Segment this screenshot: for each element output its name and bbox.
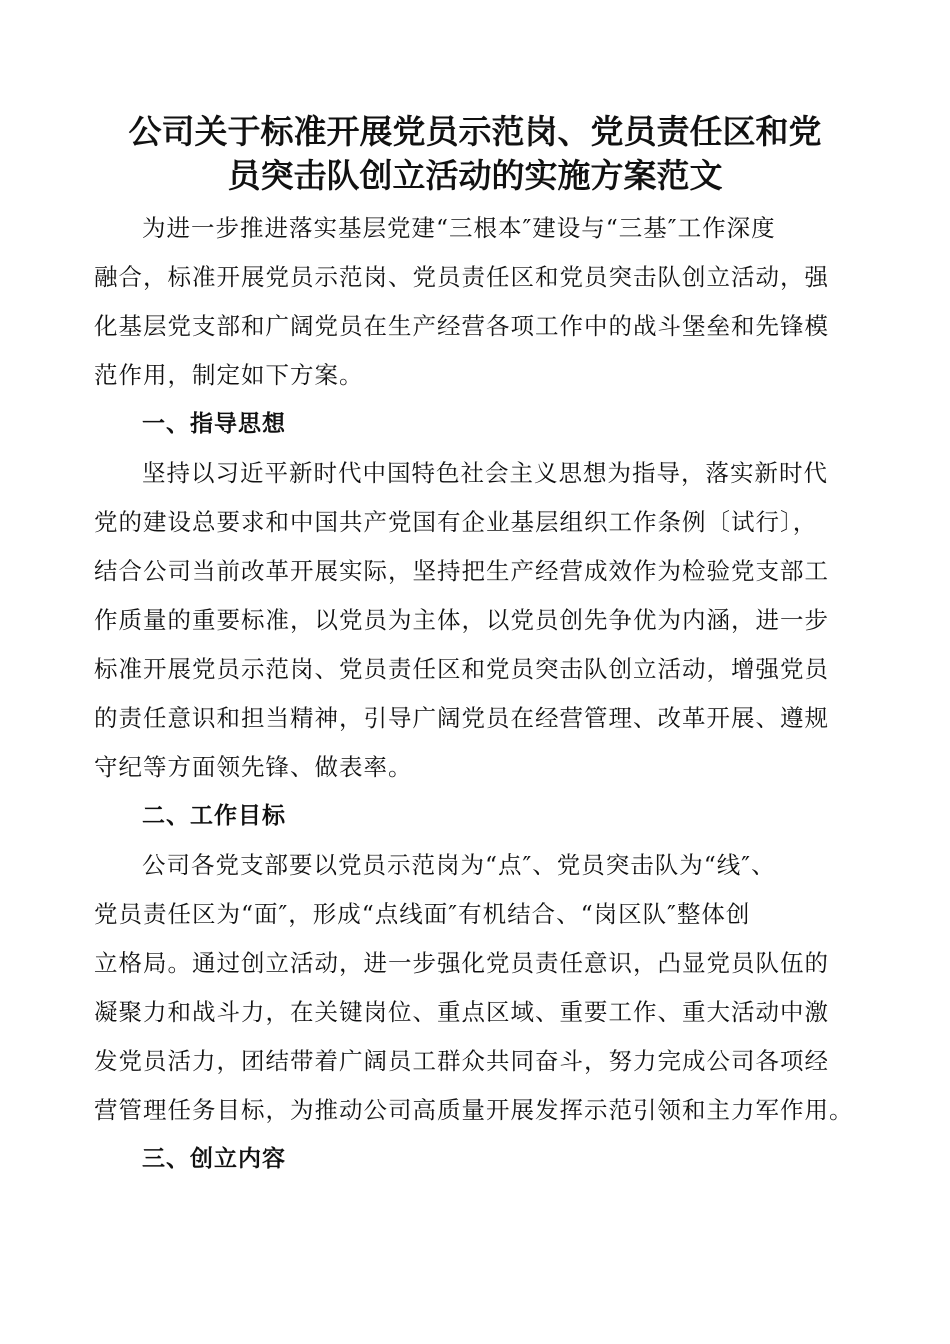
text-line: 为进一步推进落实基层党建“三根本″建设与“三基″工作深度	[142, 214, 776, 242]
document-body	[94, 204, 860, 1184]
text-line: 守纪等方面领先锋、做表率。	[94, 753, 413, 781]
section-heading-work-goals: 二、工作目标	[142, 803, 286, 829]
section-paragraph-guiding-ideology	[94, 449, 860, 792]
text-line: 公司各党支部要以党员示范岗为“点″、党员突击队为“线″、	[142, 851, 776, 879]
intro-paragraph	[94, 204, 860, 400]
document-title	[60, 110, 890, 198]
text-line: 凝聚力和战斗力，在关键岗位、重点区域、重要工作、重大活动中激	[94, 998, 829, 1026]
title-line: 公司关于标准开展党员示范岗、党员责任区和党	[128, 112, 822, 151]
text-line: 营管理任务目标，为推动公司高质量开展发挥示范引领和主力军作用。	[94, 1096, 854, 1124]
text-line: 发党员活力，团结带着广阔员工群众共同奋斗，努力完成公司各项经	[94, 1047, 829, 1075]
text-line: 融合，标准开展党员示范岗、党员责任区和党员突击队创立活动，强	[94, 263, 829, 291]
text-line: 坚持以习近平新时代中国特色社会主义思想为指导，落实新时代	[142, 459, 828, 487]
section-paragraph-work-goals	[94, 841, 860, 1135]
section-heading-guiding-ideology: 一、指导思想	[142, 411, 286, 437]
text-line: 标准开展党员示范岗、党员责任区和党员突击队创立活动，增强党员	[94, 655, 829, 683]
text-line: 立格局。通过创立活动，进一步强化党员责任意识，凸显党员队伍的	[94, 949, 829, 977]
text-line: 党员责任区为“面″，形成“点线面″有机结合、“岗区队″整体创	[94, 900, 751, 928]
section-heading-creation-content: 三、创立内容	[142, 1146, 286, 1172]
text-line: 化基层党支部和广阔党员在生产经营各项工作中的战斗堡垒和先锋模	[94, 312, 829, 340]
text-line: 结合公司当前改革开展实际，坚持把生产经营成效作为检验党支部工	[94, 557, 829, 585]
text-line: 范作用，制定如下方案。	[94, 361, 364, 389]
text-line: 作质量的重要标准，以党员为主体，以党员创先争优为内涵，进一步	[94, 606, 829, 634]
text-line: 的责任意识和担当精神，引导广阔党员在经营管理、改革开展、遵规	[94, 704, 829, 732]
text-line: 党的建设总要求和中国共产党国有企业基层组织工作条例〔试行〕，	[94, 508, 818, 536]
title-line: 员突击队创立活动的实施方案范文	[227, 156, 723, 195]
